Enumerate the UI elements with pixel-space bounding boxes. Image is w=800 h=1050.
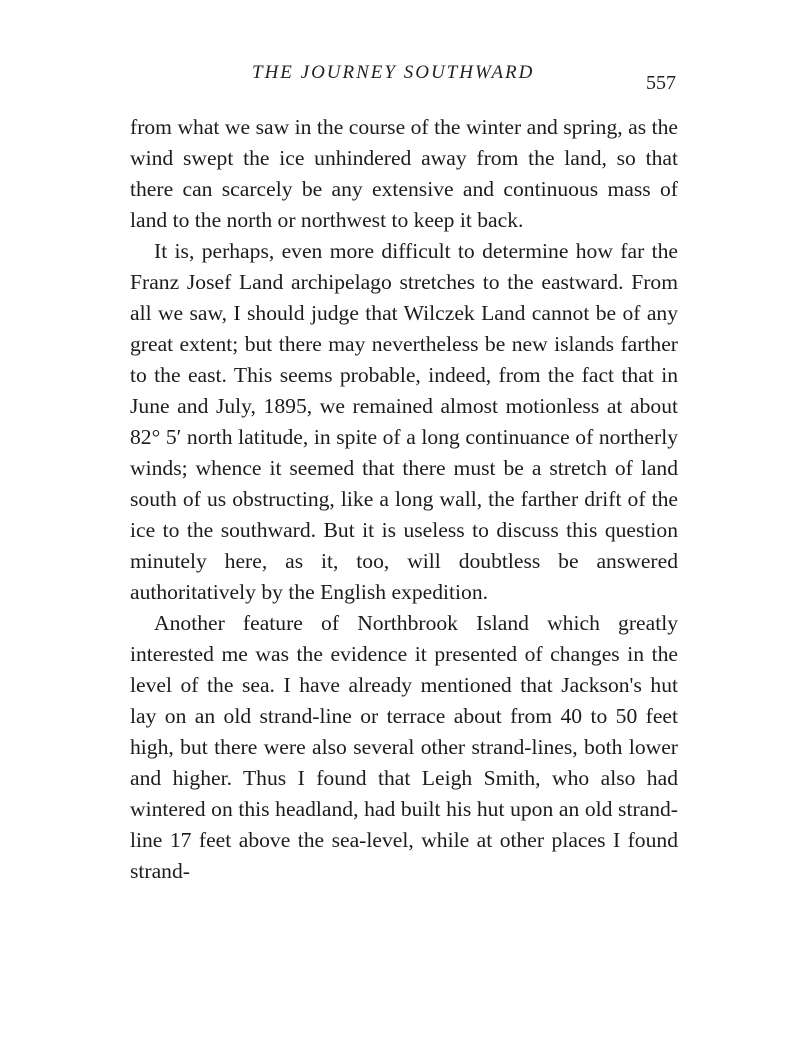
page-number: 557 [646,72,676,94]
paragraph-continuation: from what we saw in the course of the winter and spring, as the wind swept the ice unhindered away from the land, so that there can scarcely be any extensive and continuous mass of land to the north or northwest to keep it back. [130,115,678,232]
running-head [0,62,800,92]
paragraph-northbrook-island: Another feature of Northbrook Island which greatly interested me was the evidence it presented of changes in the level of the sea. I have already mentioned that Jackson's hut lay on an old strand-line or terrace about from 40 to 50 feet high, but there were also several other strand-lines, both lower and higher. Thus I found that Leigh Smith, who also had wintered on this headland, had built his hut upon an old strand-line 17 feet above the sea-level, while at other places I found strand- [130,611,678,883]
running-title: THE JOURNEY SOUTHWARD [252,62,535,83]
body-text [130,112,678,887]
paragraph-franz-josef-land: It is, perhaps, even more difficult to determine how far the Franz Josef Land archipelago stretches to the eastward. From all we saw, I should judge that Wilczek Land cannot be of any great extent; but there may nevertheless be new islands farther to the east. This seems probable, indeed, from the fact that in June and July, 1895, we remained almost motionless at about 82° 5′ north latitude, in spite of a long continuance of northerly winds; whence it seemed that there must be a stretch of land south of us obstructing, like a long wall, the farther drift of the ice to the southward. But it is useless to discuss this question minutely here, as it, too, will doubtless be answered authoritatively by the English expedition. [130,239,678,604]
